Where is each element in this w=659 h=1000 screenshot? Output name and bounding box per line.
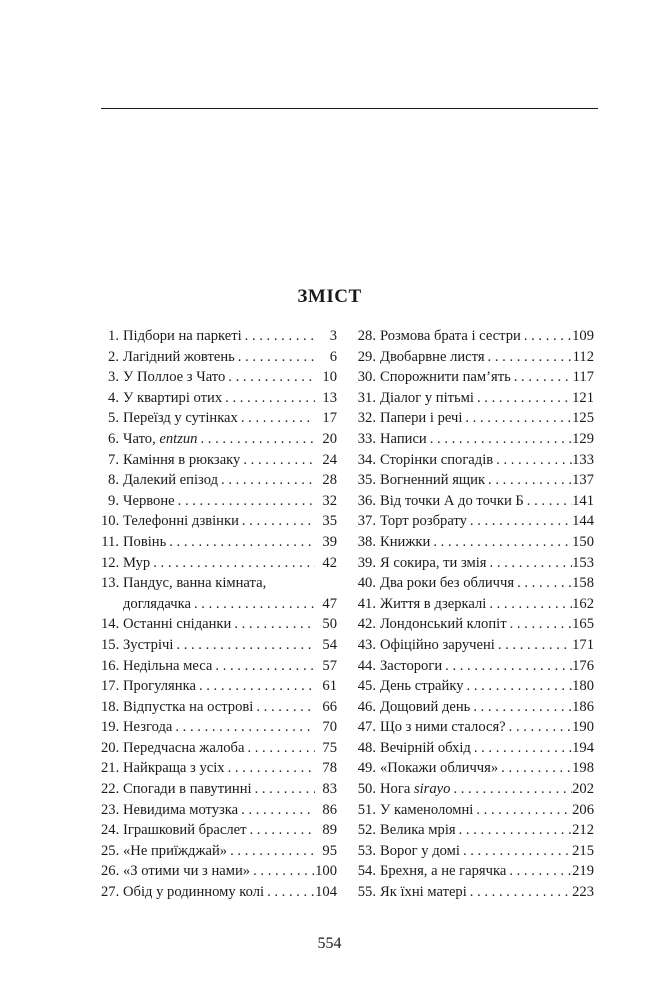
toc-entry-page: 47 <box>322 595 337 612</box>
toc-entry-title: Чато, entzun <box>123 430 198 447</box>
toc-entry-page: 109 <box>572 328 594 344</box>
toc-entry-page: 165 <box>572 616 594 633</box>
dot-leader <box>212 656 315 677</box>
toc-entry-number: 38. <box>357 533 376 550</box>
toc-entry-number: 26. <box>101 863 120 880</box>
toc-entry-title: У каменоломні <box>380 801 474 818</box>
toc-entry-number: 6. <box>108 430 119 447</box>
toc-entry-title: У Поллое з Чато <box>123 369 226 386</box>
toc-entry-page: 180 <box>572 678 594 695</box>
toc-entry-page: 54 <box>322 636 337 653</box>
toc-entry[interactable] <box>348 388 594 409</box>
toc-right-column <box>348 326 594 903</box>
dot-leader <box>218 470 315 491</box>
toc-entry-line <box>101 594 337 615</box>
dot-leader <box>427 429 572 450</box>
toc-entry-number: 49. <box>357 760 376 777</box>
toc-entry-number: 32. <box>357 410 376 427</box>
dot-leader <box>166 532 315 553</box>
toc-entry-title: Обід у родинному колі <box>123 884 265 901</box>
toc-entry-page: 158 <box>572 575 594 592</box>
toc-entry-number: 46. <box>357 698 376 715</box>
dot-leader <box>227 841 315 862</box>
toc-entry-title: Лондонський клопіт <box>380 616 507 633</box>
toc-entry-number: 2. <box>108 348 119 365</box>
toc-entry-number: 18. <box>101 698 120 715</box>
toc-entry-title: Вогненний ящик <box>380 472 486 489</box>
toc-entry-page: 141 <box>572 492 594 509</box>
toc-entry[interactable] <box>348 511 594 532</box>
toc-entry[interactable] <box>348 820 594 841</box>
toc-entry-page: 39 <box>322 533 337 550</box>
toc-entry-title: Нога sirayo <box>380 781 451 798</box>
toc-entry-title: Далекий епізод <box>123 472 219 489</box>
toc-entry-title: «З отими чи з нами» <box>123 863 251 880</box>
toc-entry-number: 11. <box>101 533 119 550</box>
toc-entry-title: Недільна меса <box>123 657 213 674</box>
toc-entry[interactable] <box>348 779 594 800</box>
toc-entry[interactable] <box>101 800 337 821</box>
dot-leader <box>253 697 315 718</box>
dot-leader <box>473 800 572 821</box>
dot-leader <box>238 800 315 821</box>
toc-entry-number: 22. <box>101 781 120 798</box>
dot-leader <box>150 553 315 574</box>
toc-entry-title: Каміння в рюкзаку <box>123 451 241 468</box>
toc-entry-title: Як їхні матері <box>380 884 467 901</box>
toc-entry-page: 83 <box>322 781 337 798</box>
toc-entry-number: 12. <box>101 554 120 571</box>
dot-leader <box>252 779 315 800</box>
toc-entry-number: 9. <box>108 492 119 509</box>
toc-entry-number: 25. <box>101 842 120 859</box>
toc-entry[interactable] <box>348 676 594 697</box>
toc-entry-page: 198 <box>572 760 594 777</box>
toc-entry-number: 28. <box>357 328 376 344</box>
toc-entry-number: 24. <box>101 822 120 839</box>
dot-leader <box>222 388 315 409</box>
toc-entry-title: Офіційно заручені <box>380 636 495 653</box>
toc-entry[interactable] <box>101 738 337 759</box>
toc-entry[interactable] <box>101 820 337 841</box>
toc-entry-number: 8. <box>108 472 119 489</box>
toc-entry-title: Відпустка на острові <box>123 698 254 715</box>
toc-entry-number: 35. <box>357 472 376 489</box>
toc-entry-page: 50 <box>322 616 337 633</box>
toc-entry-number: 33. <box>357 430 376 447</box>
toc-entry-page: 150 <box>572 533 594 550</box>
toc-entry-page: 6 <box>329 348 337 365</box>
toc-entry-page: 3 <box>329 328 337 344</box>
toc-entry-page: 35 <box>322 513 337 530</box>
dot-leader <box>467 882 572 903</box>
toc-entry-title: Прогулянка <box>123 678 196 695</box>
dot-leader <box>470 697 572 718</box>
toc-entry-number: 43. <box>357 636 376 653</box>
dot-leader <box>487 553 572 574</box>
toc-entry-title: Ворог у домі <box>380 842 460 859</box>
header-rule <box>101 108 598 109</box>
dot-leader <box>486 594 572 615</box>
toc-entry[interactable] <box>101 491 337 512</box>
toc-entry-title: Передчасна жалоба <box>123 739 245 756</box>
toc-entry-title: Спогади в павутинні <box>123 781 252 798</box>
toc-entry-number: 48. <box>357 739 376 756</box>
toc-entry-title: Пандус, ванна кімната, <box>123 575 267 592</box>
toc-entry-page: 223 <box>572 884 594 901</box>
toc-entry[interactable] <box>348 882 594 903</box>
toc-entry-title: Життя в дзеркалі <box>380 595 487 612</box>
dot-leader <box>175 491 315 512</box>
toc-entry-page: 13 <box>322 389 337 406</box>
toc-entry-title: Переїзд у сутінках <box>123 410 238 427</box>
dot-leader <box>507 614 572 635</box>
dot-leader <box>464 676 572 697</box>
toc-entry-number: 50. <box>357 781 376 798</box>
dot-leader <box>242 326 315 347</box>
toc-entry[interactable] <box>348 450 594 471</box>
toc-entry-number: 55. <box>357 884 376 901</box>
toc-entry[interactable] <box>101 635 337 656</box>
toc-entry-page: 202 <box>572 781 594 798</box>
toc-entry-number: 15. <box>101 636 120 653</box>
toc-entry-number: 4. <box>108 389 119 406</box>
dot-leader <box>495 635 572 656</box>
toc-entry-page: 24 <box>322 451 337 468</box>
page-title: ЗМІСТ <box>297 286 362 307</box>
toc-entry-title: Діалог у пітьмі <box>380 389 474 406</box>
toc-entry-page: 144 <box>572 513 594 530</box>
dot-leader <box>173 635 315 656</box>
dot-leader <box>239 511 315 532</box>
toc-entry-title: Написи <box>380 430 427 447</box>
toc-entry-number: 53. <box>357 842 376 859</box>
toc-entry-title: Підбори на паркеті <box>123 328 242 344</box>
toc-entry-page: 215 <box>572 842 594 859</box>
dot-leader <box>485 470 572 491</box>
toc-entry-page: 190 <box>572 719 594 736</box>
dot-leader <box>225 758 315 779</box>
toc-entry-title-italic: entzun <box>159 430 198 447</box>
toc-entry-number: 29. <box>357 348 376 365</box>
toc-entry-page: 100 <box>315 863 337 880</box>
toc-entry-page: 104 <box>315 884 337 901</box>
toc-entry-page: 32 <box>322 492 337 509</box>
toc-entry[interactable] <box>348 408 594 429</box>
page-number: 554 <box>317 935 342 952</box>
toc-entry-title: Вечірній обхід <box>380 739 471 756</box>
dot-leader <box>471 738 572 759</box>
dot-leader <box>225 367 315 388</box>
toc-entry-number: 44. <box>357 657 376 674</box>
toc-entry-page: 57 <box>322 657 337 674</box>
toc-entry-title: Повінь <box>123 533 167 550</box>
toc-entry-page: 42 <box>322 554 337 571</box>
toc-entry-title: Зустрічі <box>123 636 174 653</box>
toc-entry-number: 40. <box>357 575 376 592</box>
dot-leader <box>493 450 572 471</box>
dot-leader <box>460 841 572 862</box>
toc-entry[interactable] <box>101 408 337 429</box>
toc-entry-page: 70 <box>322 719 337 736</box>
toc-entry-number: 52. <box>357 822 376 839</box>
toc-entry-page: 129 <box>572 430 594 447</box>
toc-entry-page: 137 <box>572 472 594 489</box>
toc-entry[interactable] <box>348 347 594 368</box>
dot-leader <box>231 614 315 635</box>
toc-entry-title: Застороги <box>380 657 443 674</box>
toc-entry-number: 41. <box>357 595 376 612</box>
toc-entry-title: Сторінки спогадів <box>380 451 494 468</box>
toc-entry-number: 20. <box>101 739 120 756</box>
toc-entry[interactable] <box>101 758 337 779</box>
toc-entry[interactable] <box>101 841 337 862</box>
toc-entry[interactable] <box>348 429 594 450</box>
toc-entry-number: 23. <box>101 801 120 818</box>
toc-entry-page: 171 <box>572 636 594 653</box>
dot-leader <box>511 367 572 388</box>
toc-entry[interactable] <box>348 573 594 594</box>
toc-entry-page: 125 <box>572 410 594 427</box>
toc-entry[interactable] <box>348 553 594 574</box>
dot-leader <box>462 408 572 429</box>
dot-leader <box>238 408 315 429</box>
toc-entry-title: Найкраща з усіх <box>123 760 225 777</box>
dot-leader <box>246 820 315 841</box>
dot-leader <box>506 717 572 738</box>
toc-entry-title: «Не приїжджай» <box>123 842 228 859</box>
dot-leader <box>474 388 572 409</box>
toc-entry-title: Папери і речі <box>380 410 463 427</box>
dot-leader <box>524 491 572 512</box>
toc-entry-number: 27. <box>101 884 120 901</box>
toc-entry-page: 153 <box>572 554 594 571</box>
toc-entry-number: 10. <box>101 513 120 530</box>
toc-entry-title: «Покажи обличчя» <box>380 760 499 777</box>
toc-entry-number: 21. <box>101 760 120 777</box>
toc-entry[interactable] <box>348 326 594 347</box>
toc-entry-page: 194 <box>572 739 594 756</box>
toc-entry-number: 17. <box>101 678 120 695</box>
toc-entry-number: 3. <box>108 369 119 386</box>
toc-entry[interactable] <box>101 553 337 574</box>
toc-entry-page: 206 <box>572 801 594 818</box>
dot-leader <box>264 882 315 903</box>
toc-entry[interactable] <box>348 491 594 512</box>
toc-entry-line <box>101 573 337 594</box>
toc-entry[interactable] <box>101 450 337 471</box>
toc-entry-number: 45. <box>357 678 376 695</box>
toc-entry-page: 86 <box>322 801 337 818</box>
toc-entry[interactable] <box>101 429 337 450</box>
toc-entry[interactable] <box>101 614 337 635</box>
toc-entry-title: Брехня, а не гарячка <box>380 863 507 880</box>
toc-entry[interactable] <box>348 470 594 491</box>
toc-entry-page: 212 <box>572 822 594 839</box>
toc-entry[interactable] <box>348 532 594 553</box>
toc-entry[interactable] <box>348 861 594 882</box>
toc-entry-number: 34. <box>357 451 376 468</box>
toc-entry-title-cont: доглядачка <box>123 595 191 612</box>
toc-entry-number: 1. <box>108 328 119 344</box>
toc-entry-title: День страйку <box>380 678 464 695</box>
toc-entry-number: 30. <box>357 369 376 386</box>
toc-entry-title: Від точки А до точки Б <box>380 492 524 509</box>
toc-entry-page: 61 <box>322 678 337 695</box>
toc-entry[interactable] <box>348 841 594 862</box>
toc-entry-page: 89 <box>322 822 337 839</box>
toc-entry-title: Телефонні дзвінки <box>123 513 239 530</box>
toc-entry-number: 36. <box>357 492 376 509</box>
dot-leader <box>485 347 572 368</box>
toc-entry-title-italic: sirayo <box>413 781 451 798</box>
toc-entry[interactable] <box>101 347 337 368</box>
toc-entry-page: 78 <box>322 760 337 777</box>
toc-entry[interactable] <box>101 882 337 903</box>
toc-entry-page: 121 <box>572 389 594 406</box>
toc-entry[interactable] <box>101 470 337 491</box>
toc-entry-title: Іграшковий браслет <box>123 822 247 839</box>
toc-entry-page: 28 <box>322 472 337 489</box>
toc-entry-title: Мур <box>123 554 151 571</box>
toc-entry-page: 95 <box>322 842 337 859</box>
toc-entry-page: 176 <box>572 657 594 674</box>
toc-entry-number: 16. <box>101 657 120 674</box>
toc-entry-number: 31. <box>357 389 376 406</box>
toc-entry-title: Лагідний жовтень <box>123 348 235 365</box>
toc-entry-number: 37. <box>357 513 376 530</box>
toc-entry[interactable] <box>348 656 594 677</box>
toc-entry[interactable] <box>101 861 337 882</box>
toc-entry-page: 162 <box>572 595 594 612</box>
toc-entry-page: 112 <box>572 348 594 365</box>
toc-entry[interactable] <box>348 367 594 388</box>
toc-entry[interactable] <box>348 697 594 718</box>
toc-entry-title: Невидима мотузка <box>123 801 239 818</box>
toc-entry-number: 7. <box>108 451 119 468</box>
toc-entry[interactable] <box>101 511 337 532</box>
dot-leader <box>506 861 572 882</box>
toc-entry-page: 186 <box>572 698 594 715</box>
toc-entry-title: Велика мрія <box>380 822 456 839</box>
toc-entry-title: Двобарвне листя <box>380 348 485 365</box>
dot-leader <box>521 326 572 347</box>
toc-entry[interactable] <box>348 717 594 738</box>
toc-entry-number: 47. <box>357 719 376 736</box>
dot-leader <box>191 594 315 615</box>
toc-entry-page: 117 <box>572 369 594 386</box>
toc-entry[interactable] <box>101 779 337 800</box>
toc-entry[interactable] <box>101 656 337 677</box>
dot-leader <box>514 573 572 594</box>
dot-leader <box>250 861 315 882</box>
dot-leader <box>244 738 315 759</box>
toc-entry[interactable] <box>348 594 594 615</box>
dot-leader <box>430 532 572 553</box>
toc-entry-title: Незгода <box>123 719 173 736</box>
dot-leader <box>196 676 315 697</box>
toc-entry-page: 66 <box>322 698 337 715</box>
toc-entry-page: 75 <box>322 739 337 756</box>
toc-entry-title: Спорожнити пам’ять <box>380 369 511 386</box>
toc-entry-title: Торт розбрату <box>380 513 467 530</box>
toc-entry-number: 14. <box>101 616 120 633</box>
toc-entry[interactable] <box>101 326 337 347</box>
toc-entry-number: 51. <box>357 801 376 818</box>
toc-entry-title: Червоне <box>123 492 175 509</box>
toc-entry-number: 42. <box>357 616 376 633</box>
toc-entry[interactable] <box>101 367 337 388</box>
dot-leader <box>197 429 315 450</box>
toc-entry-page: 219 <box>572 863 594 880</box>
dot-leader <box>498 758 572 779</box>
dot-leader <box>442 656 572 677</box>
toc-entry[interactable] <box>348 758 594 779</box>
toc-entry-title: Останні сніданки <box>123 616 232 633</box>
toc-entry-number: 54. <box>357 863 376 880</box>
toc-entry-title: У квартирі отих <box>123 389 223 406</box>
toc-entry-title: Я сокира, ти змія <box>380 554 487 571</box>
toc-entry[interactable] <box>101 697 337 718</box>
toc-entry[interactable] <box>101 388 337 409</box>
toc-entry-page: 20 <box>322 430 337 447</box>
toc-entry[interactable] <box>348 738 594 759</box>
toc-entry-page: 10 <box>322 369 337 386</box>
dot-leader <box>450 779 572 800</box>
toc-entry-number: 39. <box>357 554 376 571</box>
toc-entry-title: Що з ними сталося? <box>380 719 506 736</box>
toc-entry-page: 133 <box>572 451 594 468</box>
toc-entry[interactable] <box>348 800 594 821</box>
dot-leader <box>172 717 315 738</box>
toc-entry[interactable] <box>101 717 337 738</box>
toc-entry[interactable] <box>101 676 337 697</box>
toc-entry-title: Розмова брата і сестри <box>380 328 521 344</box>
toc-entry-number: 5. <box>108 410 119 427</box>
toc-entry[interactable] <box>101 573 337 614</box>
dot-leader <box>235 347 315 368</box>
dot-leader <box>467 511 572 532</box>
toc-left-column <box>101 326 337 903</box>
dot-leader <box>456 820 572 841</box>
toc-entry-title: Два роки без обличчя <box>380 575 515 592</box>
toc-entry-title: Дощовий день <box>380 698 471 715</box>
toc-entry-page: 17 <box>322 410 337 427</box>
toc-entry[interactable] <box>348 635 594 656</box>
toc-entry-number: 13. <box>101 575 120 592</box>
toc-entry[interactable] <box>101 532 337 553</box>
dot-leader <box>240 450 315 471</box>
toc-entry-number: 19. <box>101 719 120 736</box>
toc-entry[interactable] <box>348 614 594 635</box>
toc-entry-title: Книжки <box>380 533 431 550</box>
